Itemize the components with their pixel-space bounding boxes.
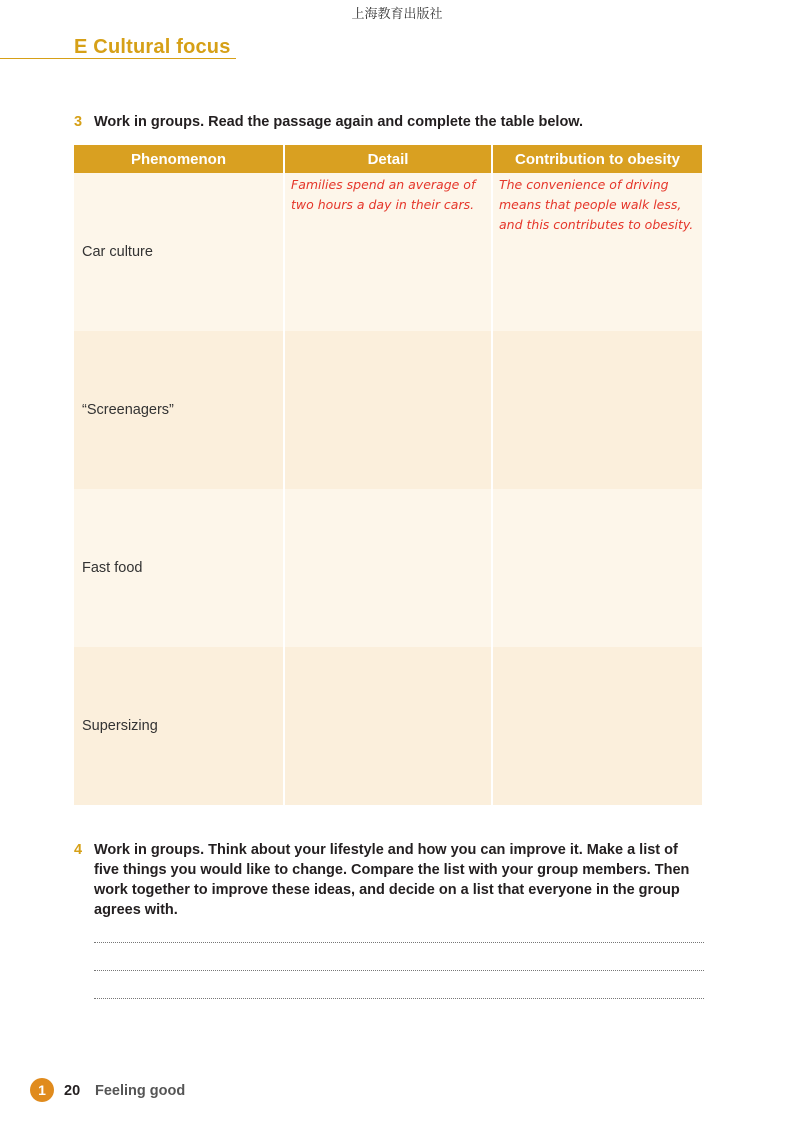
unit-title: Feeling good [95,1083,186,1099]
detail-cell[interactable] [284,489,492,647]
phenomenon-cell: “Screenagers” [74,331,284,489]
unit-number-badge: 1 [30,1078,54,1102]
answer-blank [493,489,702,491]
detail-cell[interactable] [284,331,492,489]
detail-cell[interactable] [284,173,492,331]
answer-lines[interactable] [94,942,704,1026]
table-row [74,489,702,647]
task-4-number: 4 [74,842,83,858]
contribution-cell[interactable] [492,647,702,805]
handwritten-answer: The convenience of driving means that people walk less, and this contributes to obesity. [499,177,694,232]
phenomenon-cell: Fast food [74,489,284,647]
task-4 [74,840,706,920]
contribution-cell[interactable] [492,331,702,489]
table-row [74,647,702,805]
cultural-focus-table [74,145,702,805]
task-3-instruction: Work in groups. Read the passage again and complete the table below. [94,114,584,130]
answer-blank [493,647,702,649]
handwritten-answer: Families spend an average of two hours a day in their cars. [291,177,476,212]
phenomenon-cell: Supersizing [74,647,284,805]
header-detail: Detail [284,145,492,173]
task-4-instruction: Work in groups. Think about your lifestyle and how you can improve it. Make a list of five things you would like to change. Compare the list with your group members. Then work together to improve these ideas, and decide on a list that everyone in the group agrees with. [94,842,690,918]
table-header-row [74,145,702,173]
answer-line[interactable] [94,998,704,999]
page-number: 20 [64,1083,81,1099]
detail-cell[interactable] [284,647,492,805]
answer-line[interactable] [94,970,704,971]
task-3-number: 3 [74,114,83,130]
table-row [74,331,702,489]
contribution-cell[interactable] [492,489,702,647]
answer-blank [285,331,491,333]
answer-blank [493,331,702,333]
phenomenon-cell: Car culture [74,173,284,331]
header-contribution: Contribution to obesity [492,145,702,173]
answer-line[interactable] [94,942,704,943]
contribution-cell[interactable] [492,173,702,331]
publisher-name: 上海教育出版社 [351,7,443,22]
section-title: E Cultural focus [74,36,231,58]
answer-blank [285,647,491,649]
table-row [74,173,702,331]
answer-blank [285,489,491,491]
section-title-underline [0,58,236,59]
header-phenomenon: Phenomenon [74,145,284,173]
task-3 [74,112,694,132]
